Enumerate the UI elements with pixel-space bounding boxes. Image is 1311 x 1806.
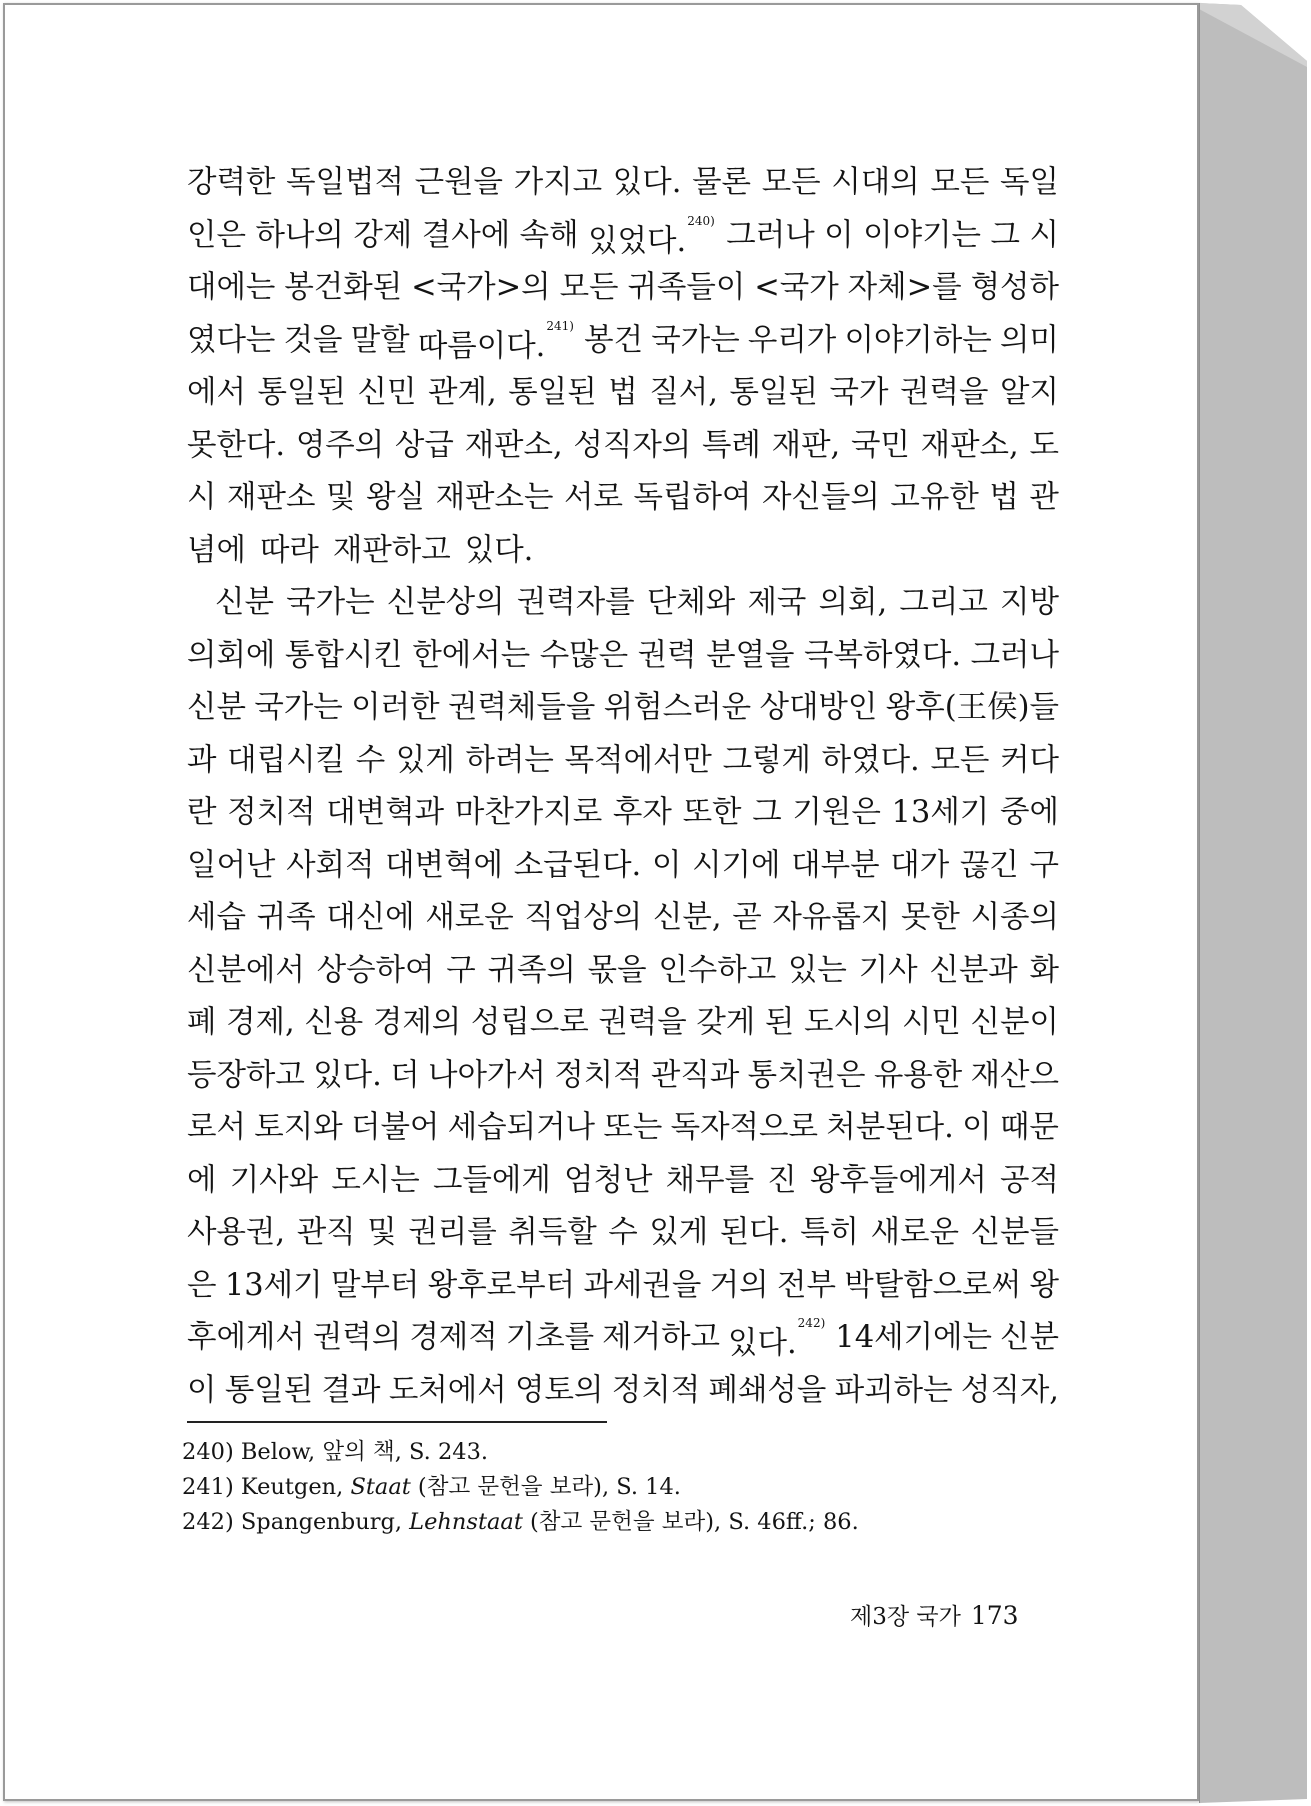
word: 취득할 — [508, 1215, 597, 1250]
word: 봉건화된 — [284, 270, 403, 305]
word: 관계, — [428, 375, 497, 410]
word: 질서, — [649, 375, 718, 410]
word: 귀족 — [256, 900, 316, 935]
word: 권력 — [637, 637, 697, 673]
word: 일어난 — [187, 847, 276, 883]
word: 등장하고 — [187, 1057, 305, 1093]
word: 로서 — [187, 1110, 246, 1145]
word: 있게 — [649, 1215, 709, 1250]
text-line — [187, 892, 1059, 945]
word: 있다. — [464, 532, 534, 568]
word: 시 — [1029, 217, 1059, 253]
word: 의회, — [818, 585, 888, 620]
word: 몫을 — [587, 952, 647, 988]
word: 자유롭지 — [772, 900, 891, 935]
word: 통일된 — [257, 375, 346, 410]
word: 형성하 — [970, 270, 1059, 305]
word: 시종의 — [970, 900, 1059, 935]
word: 폐쇄성을 — [708, 1372, 827, 1408]
text-line — [187, 1050, 1059, 1103]
word: <국가 — [754, 270, 839, 305]
word: 과 — [187, 742, 217, 778]
word: 우리가 — [747, 322, 837, 358]
word: 엄청난 — [564, 1162, 653, 1198]
word: 인은 — [187, 217, 246, 253]
word: 속해 — [519, 217, 579, 253]
word: 법 — [608, 375, 638, 410]
word: 있다. — [313, 1057, 382, 1093]
word: 한에서는 — [412, 637, 531, 673]
text-line — [187, 1260, 1059, 1313]
word: 그 — [752, 795, 782, 830]
word: 은 — [187, 1267, 217, 1303]
word: 왕후들에게서 — [810, 1162, 987, 1198]
word: 있었다.$^{240)}$ — [588, 213, 715, 259]
word: 독자적으로 — [670, 1110, 818, 1145]
word: 강제 — [353, 217, 413, 253]
word: 신분 — [187, 690, 246, 725]
text-line — [187, 630, 1059, 683]
text-line — [187, 315, 1059, 368]
word: 및 — [326, 480, 356, 515]
footnote-240: 240) Below, 앞의 책, S. 243. — [182, 1439, 489, 1465]
word: 따름이다.$^{241)}$ — [417, 318, 574, 364]
word: 위험스러운 — [603, 690, 752, 725]
page-number: 173 — [970, 1601, 1019, 1630]
word: 목적에서만 — [564, 742, 712, 778]
word: 국가는 — [651, 322, 740, 358]
word: 왕후로부터 — [427, 1267, 576, 1303]
word: 제거하고 — [602, 1320, 721, 1355]
word: 토지와 — [254, 1110, 343, 1145]
word: 진 — [767, 1162, 797, 1198]
word: 국가는 — [254, 690, 343, 725]
word: 기사와 — [229, 1162, 319, 1198]
word: 새로운 — [425, 900, 514, 935]
word: 끊긴 — [959, 847, 1019, 883]
word: 관직과 — [650, 1057, 740, 1093]
word: 신분 — [1000, 1320, 1059, 1355]
word: 기초를 — [505, 1320, 595, 1355]
word: 커다 — [1000, 742, 1059, 778]
word: 더불어 — [350, 1110, 440, 1145]
word: 모든 — [930, 742, 990, 778]
word: 된다. — [719, 1215, 789, 1250]
text-line — [187, 945, 1059, 998]
word: 과세권을 — [583, 1267, 702, 1303]
word: 결사에 — [421, 217, 511, 253]
word: 시 — [187, 480, 217, 515]
chapter-title: 제3장 국가 — [850, 1604, 961, 1630]
word: 독일법적 — [286, 165, 404, 200]
word: 13세기 — [224, 1267, 323, 1303]
word: 기사 — [858, 952, 918, 988]
word: 도시는 — [331, 1162, 420, 1198]
word: 고유한 — [890, 480, 979, 515]
word: 신분상의 — [386, 585, 505, 620]
word: 결과 — [321, 1372, 381, 1408]
word: 강력한 — [187, 165, 276, 200]
word: 직업상의 — [524, 900, 643, 935]
word: 지방 — [1000, 585, 1059, 620]
footnote-242: 242) Spangenburg, Lehnstaat (참고 문헌을 보라), S. 46ff.; 86. — [182, 1509, 859, 1535]
word: 그 — [990, 217, 1020, 253]
word: 알지 — [1000, 375, 1059, 410]
word: 대신에 — [326, 900, 415, 935]
word: 이러한 — [351, 690, 440, 725]
word: 거의 — [709, 1267, 769, 1303]
text-line — [187, 210, 1059, 263]
text-line — [187, 1365, 1059, 1418]
word: 상급 — [394, 427, 454, 463]
word: 이 — [187, 1372, 217, 1408]
word: 13세기 — [891, 795, 990, 830]
word: 신분, — [652, 900, 722, 935]
word: 하였다. — [821, 742, 920, 778]
text-line — [187, 420, 1059, 473]
word: 있는 — [787, 952, 847, 988]
footnote-241: 241) Keutgen, Staat (참고 문헌을 보라), S. 14. — [182, 1474, 681, 1500]
word: 또는 — [603, 1110, 663, 1145]
word: 후에게서 — [187, 1320, 305, 1355]
word: 국민 — [850, 427, 910, 463]
word: 독립하여 — [633, 480, 752, 515]
word: 봉건 — [584, 322, 644, 358]
word: 도처에서 — [388, 1372, 507, 1408]
word: 였다는 — [187, 322, 276, 358]
word: 것을 — [283, 322, 343, 358]
word: 분열을 — [706, 637, 795, 673]
word: 특히 — [800, 1215, 859, 1250]
word: 성립으로 — [470, 1005, 589, 1040]
word: 관직 — [296, 1215, 356, 1250]
word: 그러나 — [726, 217, 815, 253]
word: 귀족의 — [487, 952, 576, 988]
word: 에서 — [187, 375, 246, 410]
word: 모든 — [559, 270, 619, 305]
word: 시대의 — [831, 165, 920, 200]
word: 귀족들이 — [627, 270, 746, 305]
word: 신민 — [357, 375, 417, 410]
word: 파괴하는 — [834, 1372, 953, 1408]
book-page-edge — [1199, 3, 1309, 1803]
word: 신분 — [215, 585, 274, 620]
word: 중에 — [1000, 795, 1059, 830]
word: 신분들 — [970, 1215, 1059, 1250]
word: 폐 — [187, 1005, 217, 1040]
word: 신분과 — [929, 952, 1018, 988]
word: 마찬가지로 — [454, 795, 603, 830]
word: 모든 — [761, 165, 821, 200]
running-footer — [850, 1598, 1019, 1631]
word: 따라 — [259, 532, 319, 568]
word: 통일된 — [729, 375, 818, 410]
word: 하나의 — [255, 217, 344, 253]
word: 성직자의 — [573, 427, 692, 463]
word: 권리를 — [408, 1215, 497, 1250]
word: 그러나 — [970, 637, 1059, 673]
text-line — [187, 787, 1059, 840]
word: 자체>를 — [847, 270, 962, 305]
word: 국가는 — [286, 585, 375, 620]
word: 사회적 — [286, 847, 375, 883]
word: 권력자를 — [516, 585, 635, 620]
word: 구 — [446, 952, 476, 988]
word: 그들에게 — [432, 1162, 551, 1198]
word: 이 — [824, 217, 854, 253]
word: 재판소, — [920, 427, 1019, 463]
word: 권력의 — [312, 1320, 402, 1355]
word: 시민 — [901, 1005, 961, 1040]
word: 이 — [962, 1110, 992, 1145]
word: 통일된 — [508, 375, 597, 410]
word: 나아가서 — [427, 1057, 546, 1093]
word: 자신들의 — [761, 480, 880, 515]
word: 재판소 — [227, 480, 316, 515]
word: 정치적 — [611, 1372, 701, 1408]
word: 통치권은 — [747, 1057, 866, 1093]
word: 특례 — [701, 427, 761, 463]
word: 대변혁과 — [326, 795, 445, 830]
word: 통합시킨 — [284, 637, 403, 673]
word: 대가 — [890, 847, 950, 883]
word: 신분이 — [970, 1005, 1059, 1040]
word: 에 — [187, 1162, 217, 1198]
word: 재산으 — [970, 1057, 1059, 1093]
word: 세습되거나 — [447, 1110, 596, 1145]
word: 소급된다. — [513, 847, 642, 883]
word: 단체와 — [646, 585, 736, 620]
word: 기원은 — [792, 795, 881, 830]
word: 대부분 — [791, 847, 880, 883]
word: 재판, — [771, 427, 841, 463]
word: 통일된 — [224, 1372, 314, 1408]
word: 처분된다. — [826, 1110, 954, 1145]
word: 못한 — [900, 900, 960, 935]
text-line — [187, 840, 1059, 893]
word: 대립시킬 — [227, 742, 346, 778]
word: 정치적 — [554, 1057, 643, 1093]
word: 물론 — [692, 165, 752, 200]
word: 이야기는 — [863, 217, 981, 253]
word: 대변혁에 — [385, 847, 504, 883]
word: 재판소, — [464, 427, 563, 463]
word: 도 — [1029, 427, 1059, 463]
footnotes — [182, 1435, 859, 1540]
word: 수많은 — [539, 637, 629, 673]
word: 시기에 — [692, 847, 781, 883]
word: 념에 — [187, 532, 246, 568]
text-line — [187, 1102, 1059, 1155]
word: 박탈함으로써 — [844, 1267, 1022, 1303]
word: 왕후(王侯)들 — [885, 690, 1059, 725]
word: 재판하고 — [332, 532, 451, 568]
word: 영토의 — [515, 1372, 604, 1408]
word: 못한다. — [187, 427, 286, 463]
word: 이 — [651, 847, 682, 883]
word: 하려는 — [465, 742, 554, 778]
word: 상승하여 — [316, 952, 435, 988]
word: 이야기하는 — [844, 322, 992, 358]
word: 말할 — [350, 322, 410, 358]
word: 있다.$^{242)}$ — [728, 1316, 826, 1362]
word: 공적 — [1000, 1162, 1059, 1198]
word: 경제의 — [372, 1005, 462, 1040]
word: 관 — [1029, 480, 1059, 515]
word: 근원을 — [414, 165, 504, 200]
text-line — [187, 525, 1059, 578]
footnote-ref-241: 241) — [546, 318, 574, 333]
word: 사용권, — [187, 1215, 286, 1250]
word: 채무를 — [665, 1162, 755, 1198]
word: 더 — [390, 1057, 420, 1093]
word: 인수하고 — [658, 952, 777, 988]
word: 권력을 — [598, 1005, 687, 1040]
word: 국가 — [829, 375, 889, 410]
word: 도시의 — [803, 1005, 893, 1040]
text-line — [187, 262, 1059, 315]
word: 그리고 — [899, 585, 988, 620]
word: 상대방인 — [759, 690, 878, 725]
word: 영주의 — [295, 427, 385, 463]
text-line — [187, 682, 1059, 735]
word: 가지고 — [513, 165, 603, 200]
word: 및 — [367, 1215, 397, 1250]
word: 유용한 — [873, 1057, 963, 1093]
word: 경제, — [226, 1005, 295, 1040]
paragraph-start-line — [187, 577, 1059, 630]
word: 말부터 — [330, 1267, 420, 1303]
word: 또한 — [682, 795, 742, 830]
word: 재판소는 — [435, 480, 554, 515]
word: 제국 — [747, 585, 807, 620]
word: 란 — [187, 795, 217, 830]
word: 모든 — [930, 165, 990, 200]
text-line — [187, 735, 1059, 788]
text-line — [187, 1155, 1059, 1208]
word: 법 — [989, 480, 1019, 515]
word: 수 — [608, 1215, 638, 1250]
text-line — [187, 472, 1059, 525]
text-line — [187, 157, 1059, 210]
word: 화 — [1029, 952, 1059, 988]
word: <국가>의 — [411, 270, 551, 305]
word: 왕실 — [366, 480, 425, 515]
footnote-ref-240: 240) — [687, 213, 715, 228]
word: 경제적 — [409, 1320, 498, 1355]
word: 의회에 — [187, 637, 276, 673]
word: 극복하였다. — [804, 637, 962, 673]
word: 독일 — [1000, 165, 1059, 200]
word: 세습 — [187, 900, 246, 935]
word: 정치적 — [227, 795, 316, 830]
word: 왕 — [1029, 1267, 1059, 1303]
text-line — [187, 997, 1059, 1050]
text-line — [187, 1207, 1059, 1260]
word: 갖게 — [696, 1005, 756, 1040]
word: 서로 — [564, 480, 623, 515]
word: 의미 — [999, 322, 1059, 358]
word: 전부 — [776, 1267, 836, 1303]
word: 신분에서 — [187, 952, 305, 988]
word: 구 — [1029, 847, 1059, 883]
word: 곧 — [732, 900, 762, 935]
body-text — [187, 157, 1059, 1417]
word: 권력을 — [900, 375, 989, 410]
word: 후자 — [612, 795, 672, 830]
word: 대에는 — [187, 270, 276, 305]
footnote-ref-242: 242) — [797, 1316, 826, 1330]
text-line — [187, 1312, 1059, 1365]
word: 된 — [764, 1005, 795, 1040]
word: 수 — [355, 742, 386, 778]
word: 성직자, — [960, 1372, 1059, 1408]
word: 신용 — [304, 1005, 364, 1040]
text-line — [187, 367, 1059, 420]
word: 14세기에는 — [835, 1320, 992, 1355]
word: 때문 — [999, 1110, 1059, 1145]
word: 권력체들을 — [447, 690, 596, 725]
word: 있다. — [612, 165, 682, 200]
word: 있게 — [395, 742, 455, 778]
footnote-divider — [187, 1421, 607, 1423]
word: 새로운 — [870, 1215, 959, 1250]
word: 그렇게 — [722, 742, 811, 778]
